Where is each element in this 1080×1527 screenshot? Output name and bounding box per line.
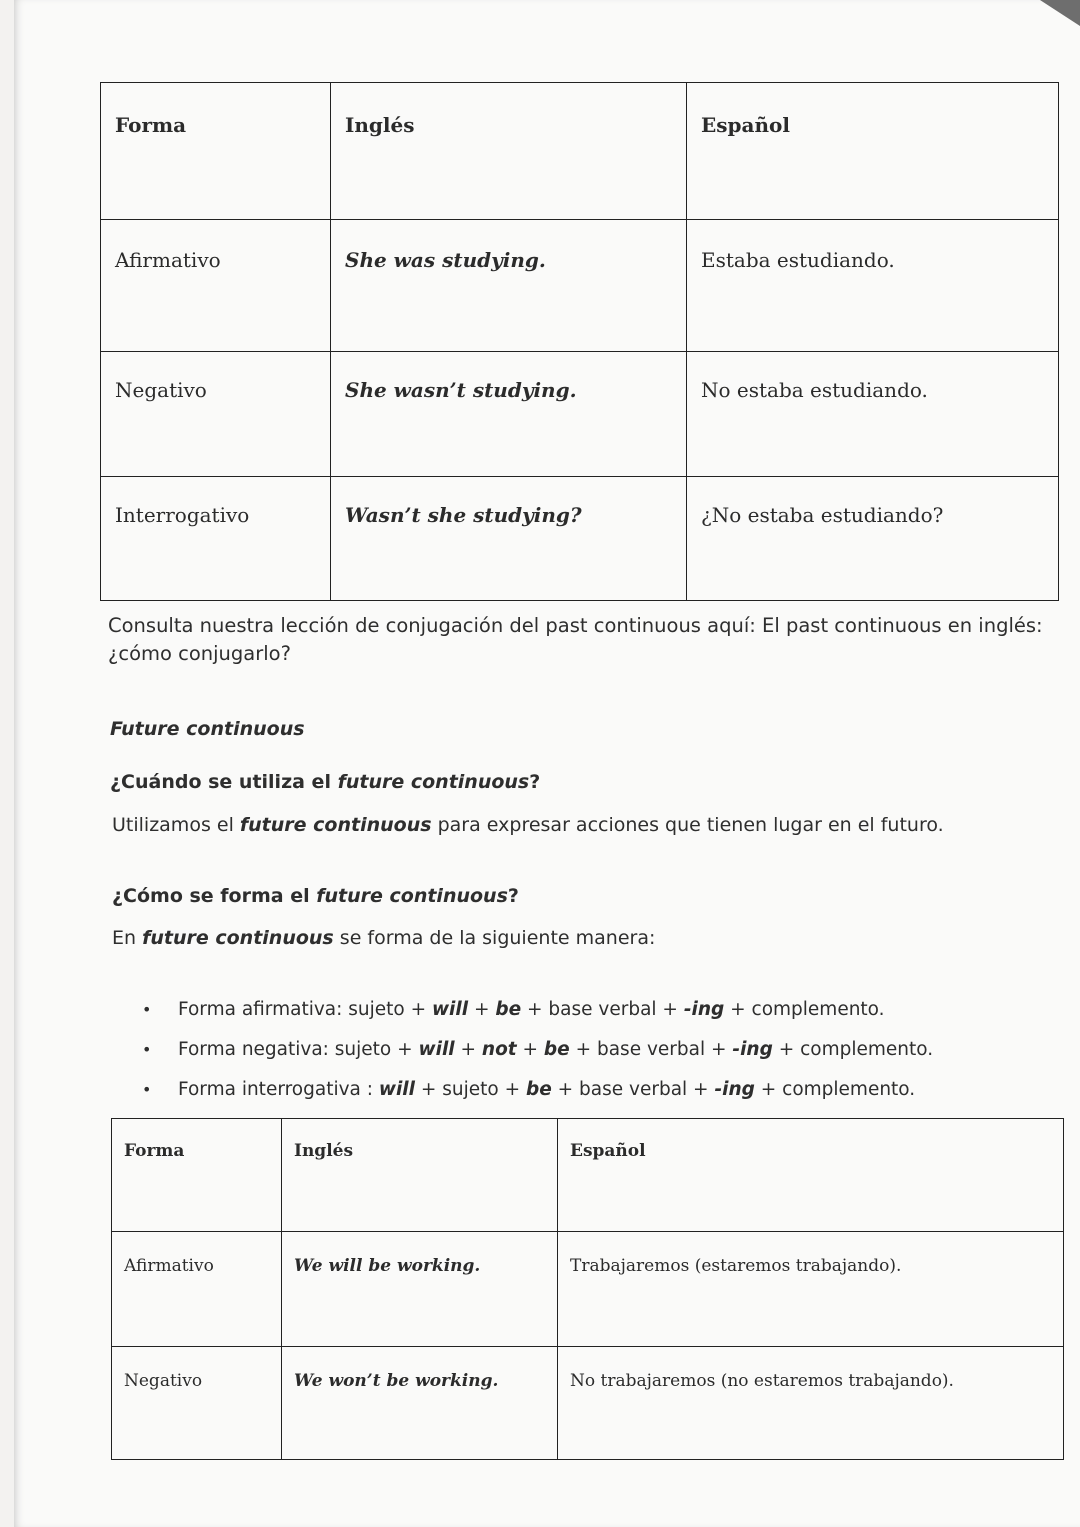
form-text: Forma afirmativa: sujeto + [178,999,432,1020]
ingles-cell: She wasn’t studying. [331,352,687,477]
question-how-post: ? [507,885,519,907]
header-forma: Forma [101,83,331,220]
form-keyword: -ing [714,1079,755,1100]
form-text: + base verbal + [551,1079,715,1100]
espanol-cell: ¿No estaba estudiando? [687,477,1059,601]
form-keyword: be [525,1079,552,1100]
header-forma: Forma [112,1119,282,1232]
forma-cell: Interrogativo [101,477,331,601]
question-when-pre: ¿Cuándo se utiliza el [110,771,338,793]
form-text: + [454,1039,482,1060]
consulta-paragraph: Consulta nuestra lección de conjugación del past continuous aquí: El past continuous en inglés: ¿cómo conjugarlo? [108,614,1043,665]
form-text: Forma negativa: sujeto + [178,1039,419,1060]
question-when [110,768,540,796]
ingles-cell: We will be working. [282,1232,558,1347]
form-text: + sujeto + [415,1079,526,1100]
list-item-negative [140,1034,933,1074]
list-item-affirmative [140,994,933,1034]
table-row [101,477,1059,601]
form-keyword: -ing [683,999,725,1020]
table-row [112,1232,1064,1347]
form-keyword: will [378,1079,415,1100]
header-espanol: Español [558,1119,1064,1232]
espanol-cell: Trabajaremos (estaremos trabajando). [558,1232,1064,1347]
question-when-term: future continuous [337,771,530,793]
form-text: + [468,999,496,1020]
form-text: + complemento. [772,1039,934,1060]
answer-when-term: future continuous [239,814,432,836]
question-when-post: ? [529,771,541,793]
forma-cell: Afirmativo [101,220,331,352]
answer-when [112,811,944,839]
form-text: + [516,1039,544,1060]
form-text: + base verbal + [521,999,684,1020]
answer-when-pre: Utilizamos el [112,814,240,836]
form-text: + base verbal + [569,1039,733,1060]
table-row [101,220,1059,352]
forma-cell: Negativo [112,1347,282,1460]
header-ingles: Inglés [331,83,687,220]
answer-how [112,924,655,952]
section-title-future-continuous: Future continuous [110,718,305,740]
ingles-cell: We won’t be working. [282,1347,558,1460]
table-row [112,1347,1064,1460]
form-text: Forma interrogativa : [178,1079,379,1100]
answer-when-post: para expresar acciones que tienen lugar en el futuro. [431,814,944,836]
espanol-cell: Estaba estudiando. [687,220,1059,352]
form-keyword: be [543,1039,570,1060]
form-keyword: will [418,1039,455,1060]
espanol-cell: No estaba estudiando. [687,352,1059,477]
table-header-row [112,1119,1064,1232]
table-header-row [101,83,1059,220]
future-continuous-table [111,1118,1064,1460]
form-text: + complemento. [754,1079,916,1100]
ingles-cell: Wasn’t she studying? [331,477,687,601]
answer-how-term: future continuous [142,927,334,949]
form-keyword: not [481,1039,517,1060]
answer-how-post: se forma de la siguiente manera: [333,927,656,949]
list-item-interrogative [140,1074,933,1114]
ingles-cell: She was studying. [331,220,687,352]
question-how [112,882,519,910]
page-corner-fold [1040,0,1080,26]
espanol-cell: No trabajaremos (no estaremos trabajando). [558,1347,1064,1460]
table-row [101,352,1059,477]
question-how-pre: ¿Cómo se forma el [112,885,317,907]
form-keyword: -ing [732,1039,773,1060]
answer-how-pre: En [112,927,143,949]
form-list [140,994,933,1114]
form-text: + complemento. [724,999,885,1020]
header-espanol: Español [687,83,1059,220]
header-ingles: Inglés [282,1119,558,1232]
form-keyword: be [495,999,522,1020]
forma-cell: Afirmativo [112,1232,282,1347]
past-continuous-table [100,82,1059,601]
form-keyword: will [431,999,469,1020]
forma-cell: Negativo [101,352,331,477]
question-how-term: future continuous [316,885,508,907]
